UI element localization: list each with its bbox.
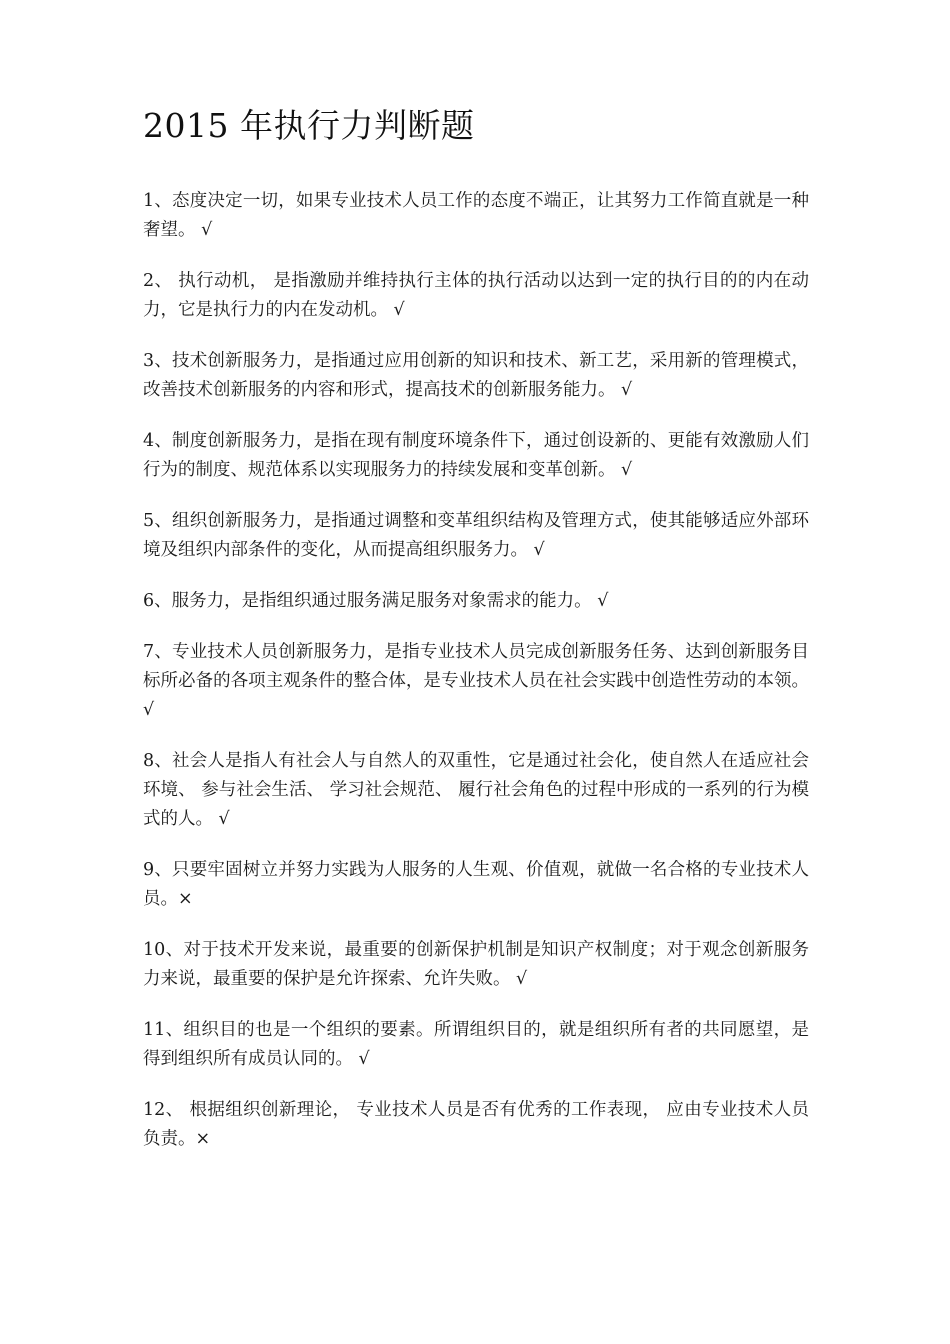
question-item: 8、社会人是指人有社会人与自然人的双重性，它是通过社会化，使自然人在适应社会环境、 参与社会生活、 学习社会规范、 履行社会角色的过程中形成的一系列的行为模式的人。 √ — [143, 751, 809, 829]
question-item: 11、组织目的也是一个组织的要素。所谓组织目的，就是组织所有者的共同愿望，是得到组织所有成员认同的。 √ — [143, 1020, 809, 1069]
question-item: 4、制度创新服务力，是指在现有制度环境条件下，通过创设新的、更能有效激励人们行为的制度、规范体系以实现服务力的持续发展和变革创新。 √ — [143, 431, 809, 480]
question-item: 12、 根据组织创新理论， 专业技术人员是否有优秀的工作表现， 应由专业技术人员负责。× — [143, 1100, 809, 1149]
question-item: 2、 执行动机， 是指激励并维持执行主体的执行活动以达到一定的执行目的的内在动力，它是执行力的内在发动机。 √ — [143, 271, 809, 320]
question-item: 5、组织创新服务力，是指通过调整和变革组织结构及管理方式，使其能够适应外部环境及组织内部条件的变化，从而提高组织服务力。 √ — [143, 511, 809, 560]
question-item: 7、专业技术人员创新服务力，是指专业技术人员完成创新服务任务、达到创新服务目标所必备的各项主观条件的整合体，是专业技术人员在社会实践中创造性劳动的本领。 √ — [143, 642, 809, 720]
question-list — [143, 187, 809, 1154]
question-item: 9、只要牢固树立并努力实践为人服务的人生观、价值观，就做一名合格的专业技术人员。× — [143, 860, 809, 909]
question-item: 1、态度决定一切，如果专业技术人员工作的态度不端正，让其努力工作简直就是一种奢望。 √ — [143, 191, 809, 240]
document-title: 2015 年执行力判断题 — [143, 106, 475, 145]
question-item: 10、对于技术开发来说，最重要的创新保护机制是知识产权制度；对于观念创新服务力来说，最重要的保护是允许探索、允许失败。 √ — [143, 940, 809, 989]
question-item: 3、技术创新服务力，是指通过应用创新的知识和技术、新工艺，采用新的管理模式，改善技术创新服务的内容和形式，提高技术的创新服务能力。 √ — [143, 351, 809, 400]
question-item: 6、服务力，是指组织通过服务满足服务对象需求的能力。 √ — [143, 591, 609, 611]
